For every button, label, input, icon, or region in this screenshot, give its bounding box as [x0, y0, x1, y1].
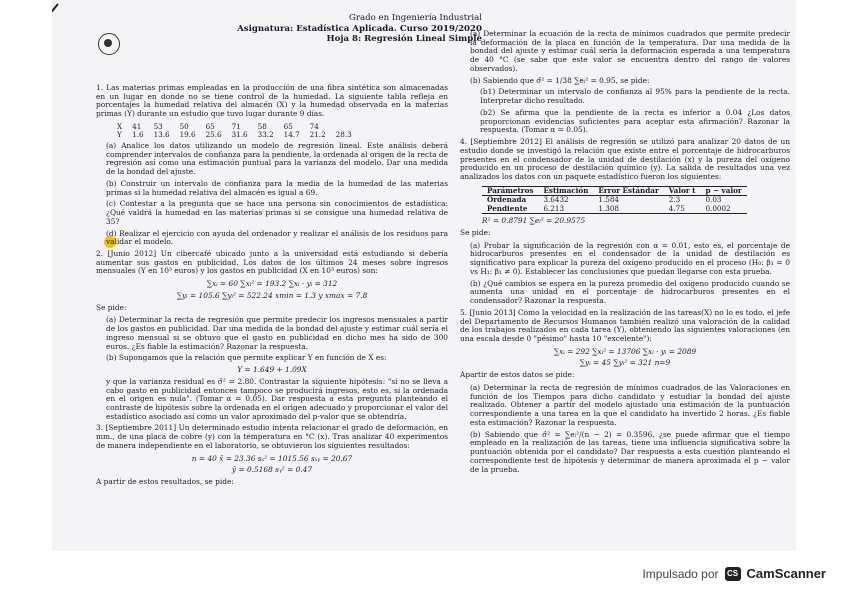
ex5-sums-1: ∑xᵢ = 292 ∑xᵢ² = 13706 ∑xᵢ · yᵢ = 2089	[553, 346, 697, 356]
table-cell: Pendiente	[482, 205, 538, 214]
ex3-item-a: (a) Determinar la ecuación de la recta de mínimos cuadrados que permite predecir la deformación de la placa en función de la temperatura. Dar una medida de la bondad del ajuste y estimar cuál sería la deformación esperada a una temperatura de 40 °C (se sabe que este valor se encuentra dentro del rango de valores observados).	[470, 29, 790, 73]
y-value: 31.6	[231, 130, 248, 140]
header-course: Asignatura: Estadística Aplicada. Curso 2019/2020	[237, 23, 482, 34]
camscanner-watermark	[642, 566, 826, 581]
y-value: 1.6	[132, 130, 144, 140]
powered-by-text: Impulsado por	[642, 566, 719, 581]
ex4-item-b: (b) ¿Qué cambios se espera en la pureza promedio del oxígeno producido cuando se aumenta una unidad en el porcentaje de hidrocarburos presentes en el condensador? Razonar la respuesta.	[470, 278, 790, 306]
ex5-intro: 5. [Junio 2013] Como la velocidad en la realización de las tareas(X) no lo es todo, el jefe del Departamento de Recursos Humanos también realizó una valoración de la calidad de los trabajos realizados en cada tarea (Y), obteniendo las siguientes valoraciones (en una escala desde 0 "pésimo" hasta 10 "excelente"):	[460, 307, 790, 344]
ex2-item-b: (b) Supongamos que la relación que permite explicar Y en función de X es:	[106, 353, 387, 363]
x-value: 41	[132, 121, 142, 131]
ex3-item-b1: (b1) Determinar un intervalo de confianza al 95% para la pendiente de la recta. Interpretar dicho resultado.	[480, 87, 790, 106]
table-cell: 0.03	[705, 195, 722, 205]
regression-table-foot: R² = 0.8791 ∑eᵢ² = 20.9575	[482, 216, 586, 226]
header-sheet: Hoja 8: Regresión Lineal Simple	[326, 34, 482, 45]
y-value: 21.2	[309, 130, 326, 140]
university-logo-icon	[98, 33, 120, 55]
x-label: X	[117, 121, 123, 131]
regression-table	[482, 186, 747, 214]
header-degree: Grado en Ingeniería Industrial	[348, 13, 482, 23]
x-value: 65	[283, 121, 293, 131]
x-value: 53	[153, 121, 163, 131]
ex3-item-b: (b) Sabiendo que σ̂² = 1/38 ∑eᵢ² = 0.95, se pide:	[470, 75, 650, 85]
camscanner-logo-icon: CS	[725, 567, 741, 581]
pen-mark	[52, 3, 59, 26]
ex5-item-b: (b) Sabiendo que σ̂² = ∑eᵢ²/(n − 2) = 0.3596, ¿se puede afirmar que el tiempo empleado en la realización de las tareas, tiene una influencia significativa sobre la puntuación obtenida por el candidato? Dar respuesta a esta cuestión planteando el correspondiente test de hipótesis y determinar de manera aproximada el p − valor de la prueba.	[470, 429, 790, 474]
ex1-item-c: (c) Contestar a la pregunta que se hace una persona sin conocimientos de estadística: ¿Qué valdrá la humedad en las materias primas si se consigue una humedad relativa de 35?	[106, 199, 448, 226]
ex2-sums-2: ∑yᵢ = 105.6 ∑yᵢ² = 522.24 xmin = 1.3 y xmax = 7.8	[176, 290, 368, 300]
y-label: Y	[117, 130, 122, 140]
y-value: 14.7	[283, 130, 300, 140]
camscanner-brand: CamScanner	[746, 566, 826, 581]
ex2-intro: 2. [Junio 2012] Un cibercafé ubicado junto a la universidad está estudiando si debería aumentar sus gastos en publicidad. Los datos de los últimos 24 meses sobre ingresos mensuales (Y en 10³ euros) y los gastos en publicidad (X en 10³ euros) son:	[96, 248, 448, 276]
ex3-item-b2: (b2) Se afirma que la pendiente de la recta es inferior a 0.04 ¿Los datos proporcionan evidencias suficientes para aceptar esta afirmación? Razonar la respuesta. (Tomar α = 0.05).	[480, 107, 790, 135]
ex2-equation: Y = 1.649 + 1.09X	[237, 365, 307, 375]
col-header: Error Estándar	[593, 186, 663, 195]
col-header: Valor t	[664, 186, 701, 195]
ex3-intro: 3. [Septiembre 2011] Un determinado estudio intenta relacionar el grado de deformación, en mm., de una placa de cobre (y) con la temperatura en °C (x). Tras analizar 40 experimentos de manera independiente en el laboratorio, se obtuvieron los siguientes resultados:	[96, 423, 448, 450]
table-cell: 1.584	[598, 195, 619, 205]
ex3-results-1: n = 40 x̄ = 23.36 sₓ² = 1015.56 sₓᵧ = 20.67	[191, 453, 353, 463]
ex2-item-a: (a) Determinar la recta de regresión que permite predecir los ingresos mensuales a partir de los gastos en publicidad. Dar una medida de la bondad del ajuste y estimar cuál sería el ingreso mensual si se obtuvo que el gasto en publicidad en dicho mes ha sido de 300 euros. ¿Es fiable la estimación? Razonar la respuesta.	[106, 315, 448, 351]
table-cell: 1.308	[593, 205, 663, 214]
x-value: 50	[179, 121, 189, 131]
table-cell: 4.75	[664, 205, 701, 214]
ex4-se-pide: Se pide:	[460, 227, 491, 237]
ex1-item-a: (a) Analice los datos utilizando un modelo de regresión lineal. Este análisis deberá comprender intervalos de confianza para la pendiente, la ordenada al origen de la recta de regresión así como una estimación puntual para la varianza del modelo. Dar una medida de la bondad del ajuste.	[106, 140, 448, 177]
table-cell: 2.3	[668, 195, 681, 205]
ex1-y-row	[112, 131, 357, 139]
x-value: 74	[309, 121, 319, 131]
ex4-item-a: (a) Probar la significación de la regresión con α = 0.01, esto es, el porcentaje de hidrocarburos presentes en el condensador de la unidad de destilación es significativo para explicar la pureza del oxígeno producido en el proceso (H₀: β₁ = 0 vs H₁: β₁ ≠ 0). Establecer las conclusiones que puedan llegarse con esta prueba.	[470, 240, 790, 276]
x-value: 58	[257, 121, 267, 131]
col-header: p − valor	[700, 186, 746, 195]
y-value: 25.6	[205, 130, 222, 140]
y-value: 28.3	[335, 130, 352, 140]
page-header	[222, 13, 482, 45]
ex2-item-b2: y que la varianza residual es σ̂² = 2.80. Contrastar la siguiente hipótesis: "si no se lleva a cabo gasto en publicidad entonces tampoco se producirá ingresos, esto es, si la ordenada en el origen es nula". (Tomar α = 0.05). Dar respuesta a esta pregunta planteando el contraste de hipótesis sobre la ordenada en el origen adecuado y proporcionar el valor del estadístico asociado así como un valor aproximado del p-valor que se obtendría.	[106, 376, 448, 421]
y-value: 13.6	[153, 130, 170, 140]
col-header: Estimación	[538, 186, 593, 195]
left-column	[96, 84, 448, 491]
y-value: 19.6	[179, 130, 196, 140]
ex4-intro: 4. [Septiembre 2012] El análisis de regresión se utilizó para analizar 20 datos de un estudio donde se investigó la relación que existe entre el porcentaje de hidrocarburos presentes en el condensador de la unidad de destilación (x) y la pureza del oxígeno producido en un proceso de destilación químico (y). La salida de resultados una vez analizados los datos con un paquete estadístico fueron los siguientes:	[460, 137, 790, 182]
right-column	[460, 30, 790, 477]
table-cell: 0.0002	[700, 205, 746, 214]
ex5-item-a: (a) Determinar la recta de regresión de mínimos cuadrados de las Valoraciones en función de los Tiempos para dicho candidato y estudiar la bondad del ajuste realizado. Obtener a partir del modelo ajustado una estimación de la puntuación correspondiente a una tarea en la que el candidato ha invertido 2 horas. ¿Es fiable esta estimación? Razonar la respuesta.	[470, 382, 790, 427]
table-row	[482, 205, 747, 214]
x-value: 71	[231, 121, 241, 131]
ex1-item-b: (b) Construir un intervalo de confianza para la media de la humedad de las materias primas si la humedad relativa del almacén es igual a 69.	[106, 178, 448, 197]
x-value: 65	[205, 121, 215, 131]
scanned-page	[52, 0, 796, 551]
col-header: Parámetros	[482, 186, 538, 195]
ex1-item-d: (d) Realizar el ejercicio con ayuda del ordenador y realizar el análisis de los residuos para validar el modelo.	[106, 228, 448, 247]
ex5-sums-2: ∑yᵢ = 45 ∑yᵢ² = 321 n=9	[579, 358, 671, 368]
table-cell: Ordenada	[487, 195, 527, 205]
ex2-sums-1: ∑xᵢ = 60 ∑xᵢ² = 193.2 ∑xᵢ · yᵢ = 312	[206, 279, 338, 289]
ex1-intro: 1. Las materias primas empleadas en la producción de una fibra sintética son almacenadas en un lugar en donde no se tiene control de la humedad. La siguiente tabla refleja en porcentajes la humedad relativa del almacén (X) y la humedad observada en la materias primas (Y) durante un estudio que tuvo lugar durante 9 días.	[96, 83, 448, 119]
ex1-data-table	[112, 123, 357, 140]
y-value: 33.2	[257, 130, 274, 140]
table-cell: 3.6432	[543, 195, 569, 205]
ex2-se-pide: Se pide:	[96, 302, 127, 312]
table-cell: 6.213	[538, 205, 593, 214]
ex3-results-2: ȳ = 0.5168 sᵧ² = 0.47	[231, 465, 313, 475]
ex5-se-pide: Apartir de estos datos se pide:	[460, 370, 575, 380]
ex3-footer: A partir de estos resultados, se pide:	[96, 477, 234, 487]
